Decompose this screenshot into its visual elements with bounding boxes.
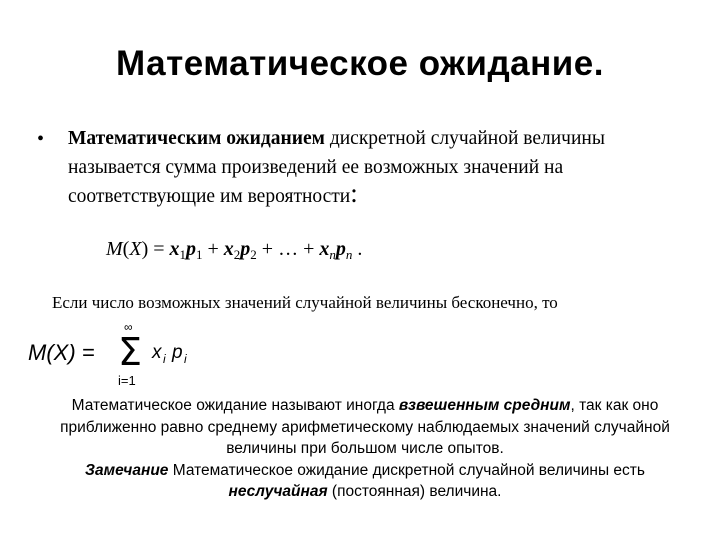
- remark-text2: (постоянная) величина.: [327, 483, 502, 500]
- weighted-pre: Математическое ожидание называют иногда: [71, 397, 399, 414]
- series-p: p: [172, 342, 183, 363]
- formula-open: (: [122, 238, 130, 260]
- formula-eq: ) =: [141, 238, 170, 260]
- series-sigma: Σ: [118, 330, 143, 374]
- definition-text: дискретной случайной величины называется сумма произведений ее возможных значений на соответствующие им вероятности: [68, 128, 605, 207]
- remark-label: Замечание: [85, 461, 169, 479]
- series-x: x: [152, 342, 162, 363]
- remark-text1: Математическое ожидание дискретной случайной величины есть: [168, 461, 645, 479]
- formula-end: .: [352, 238, 363, 260]
- definition-term: Математическим ожиданием: [68, 128, 325, 149]
- formula-xn-sub: n: [329, 247, 336, 262]
- weighted-paragraph: [36, 395, 694, 460]
- series-p-sub: i: [184, 352, 187, 366]
- slide-title: Математическое ожидание.: [116, 44, 604, 83]
- formula-var: X: [129, 238, 142, 260]
- expectation-formula: [106, 238, 362, 263]
- formula-p2: p: [240, 238, 251, 260]
- formula-plus-dots: + … +: [256, 238, 320, 260]
- explanation-block: [36, 395, 694, 503]
- formula-func: M: [106, 238, 123, 260]
- formula-x1: x: [169, 238, 180, 260]
- series-lhs: M(X) =: [28, 340, 95, 365]
- series-upper-limit: ∞: [124, 320, 133, 334]
- remark-emph: неслучайная: [228, 483, 328, 500]
- formula-x1-sub: 1: [179, 247, 187, 262]
- formula-pn: p: [335, 238, 346, 260]
- weighted-emph: взвешенным средним: [398, 397, 571, 414]
- definition-paragraph: [68, 124, 688, 211]
- series-x-sub: i: [163, 352, 166, 366]
- definition-colon: :: [350, 178, 358, 208]
- formula-p1: p: [186, 238, 197, 260]
- formula-pn-sub: n: [345, 247, 353, 262]
- series-formula: [26, 318, 196, 388]
- bullet-marker: •: [37, 128, 45, 150]
- remark-paragraph: [36, 460, 694, 503]
- formula-p2-sub: 2: [250, 247, 257, 262]
- formula-p1-sub: 1: [196, 247, 203, 262]
- series-lower-limit: i=1: [118, 373, 136, 388]
- formula-x2: x: [223, 238, 234, 260]
- weighted-post: , так как оно приближенно равно среднему арифметическому наблюдаемых значений случайной величины при большом числе опытов.: [60, 397, 670, 457]
- formula-x2-sub: 2: [233, 247, 241, 262]
- formula-xn: x: [319, 238, 330, 260]
- infinite-note: Если число возможных значений случайной величины бесконечно, то: [52, 293, 558, 312]
- formula-plus1: +: [202, 238, 224, 260]
